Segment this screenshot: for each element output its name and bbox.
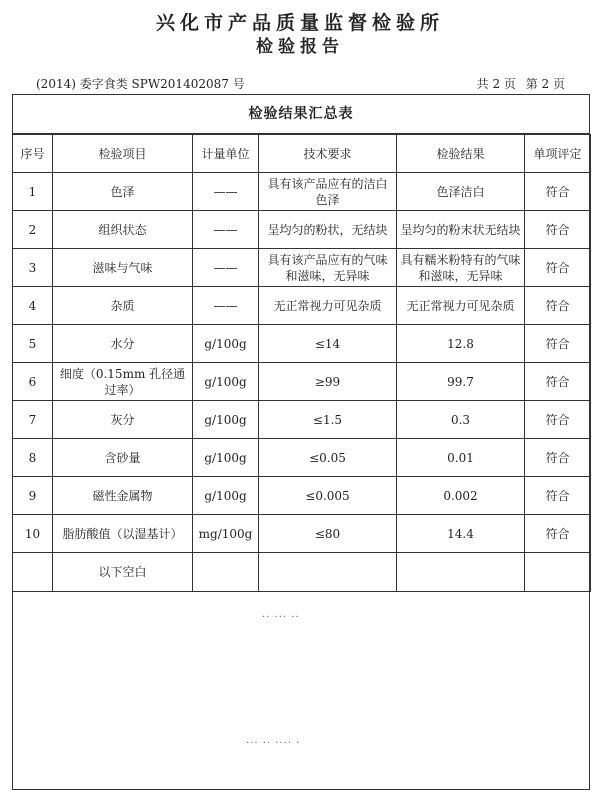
report-number: (2014) 委字食类 SPW201402087 号: [36, 77, 245, 91]
cell-no: 2: [13, 211, 53, 249]
cell-unit: g/100g: [193, 325, 259, 363]
page-indicator: [471, 75, 565, 92]
cell-unit: ——: [193, 173, 259, 211]
table-header-row: [13, 135, 591, 173]
cell-requirement: 无正常视力可见杂质: [259, 287, 397, 325]
cell-no: 3: [13, 249, 53, 287]
cell-no: 5: [13, 325, 53, 363]
total-pages: 共 2 页: [476, 77, 516, 91]
cell-item: 脂肪酸值（以湿基计）: [53, 515, 193, 553]
cell-requirement: ≤14: [259, 325, 397, 363]
table-row: [13, 515, 591, 553]
cell-unit: ——: [193, 249, 259, 287]
cell-no: 8: [13, 439, 53, 477]
cell-verdict: 符合: [525, 363, 591, 401]
cell-result: 0.3: [397, 401, 525, 439]
results-table: [12, 134, 591, 592]
document-title: 检验报告: [256, 37, 344, 57]
cell-verdict: 符合: [525, 173, 591, 211]
cell-item: 灰分: [53, 401, 193, 439]
empty-cell: [193, 553, 259, 592]
cell-item: 磁性金属物: [53, 477, 193, 515]
cell-verdict: 符合: [525, 287, 591, 325]
cell-item: 细度（0.15mm 孔径通过率）: [53, 363, 193, 401]
cell-no: 7: [13, 401, 53, 439]
cell-result: 具有糯米粉特有的气味和滋味，无异味: [397, 249, 525, 287]
cell-item: 水分: [53, 325, 193, 363]
table-title: 检验结果汇总表: [12, 94, 590, 134]
cell-unit: g/100g: [193, 439, 259, 477]
cell-requirement: ≤0.05: [259, 439, 397, 477]
cell-result: 呈均匀的粉末状无结块: [397, 211, 525, 249]
empty-cell: [525, 553, 591, 592]
cell-result: 12.8: [397, 325, 525, 363]
cell-result: 无正常视力可见杂质: [397, 287, 525, 325]
cell-unit: g/100g: [193, 401, 259, 439]
current-page: 第 2 页: [525, 77, 565, 91]
column-header-verdict: 单项评定: [525, 135, 591, 173]
column-header-result: 检验结果: [397, 135, 525, 173]
cell-result: 14.4: [397, 515, 525, 553]
table-row-blank-note: [13, 553, 591, 592]
cell-requirement: ≥99: [259, 363, 397, 401]
cell-verdict: 符合: [525, 211, 591, 249]
cell-unit: ——: [193, 287, 259, 325]
table-row: [13, 477, 591, 515]
cell-no: 10: [13, 515, 53, 553]
cell-verdict: 符合: [525, 515, 591, 553]
cell-unit: g/100g: [193, 477, 259, 515]
column-header-item: 检验项目: [53, 135, 193, 173]
cell-requirement: 具有该产品应有的洁白色泽: [259, 173, 397, 211]
cell-verdict: 符合: [525, 477, 591, 515]
cell-verdict: 符合: [525, 401, 591, 439]
column-header-requirement: 技术要求: [259, 135, 397, 173]
cell-requirement: ≤1.5: [259, 401, 397, 439]
table-row: [13, 249, 591, 287]
cell-verdict: 符合: [525, 325, 591, 363]
cell-result: 99.7: [397, 363, 525, 401]
cell-no: 6: [13, 363, 53, 401]
column-header-no: 序号: [13, 135, 53, 173]
table-row: [13, 325, 591, 363]
empty-cell: [259, 553, 397, 592]
blank-note: 以下空白: [53, 553, 193, 592]
cell-requirement: ≤0.005: [259, 477, 397, 515]
scan-smudge: ··· ·· ···· ·: [246, 738, 301, 749]
table-row: [13, 173, 591, 211]
cell-item: 色泽: [53, 173, 193, 211]
table-row: [13, 287, 591, 325]
cell-unit: mg/100g: [193, 515, 259, 553]
cell-requirement: ≤80: [259, 515, 397, 553]
cell-result: 0.002: [397, 477, 525, 515]
scan-smudge: ·· ··· ··: [262, 612, 300, 623]
cell-no: 9: [13, 477, 53, 515]
table-row: [13, 363, 591, 401]
cell-unit: g/100g: [193, 363, 259, 401]
cell-no: 4: [13, 287, 53, 325]
cell-result: 色泽洁白: [397, 173, 525, 211]
empty-cell: [397, 553, 525, 592]
cell-requirement: 具有该产品应有的气味和滋味，无异味: [259, 249, 397, 287]
cell-unit: ——: [193, 211, 259, 249]
cell-verdict: 符合: [525, 439, 591, 477]
empty-cell: [13, 553, 53, 592]
cell-requirement: 呈均匀的粉状，无结块: [259, 211, 397, 249]
table-row: [13, 211, 591, 249]
cell-result: 0.01: [397, 439, 525, 477]
cell-item: 含砂量: [53, 439, 193, 477]
org-name: 兴化市产品质量监督检验所: [155, 12, 444, 34]
table-row: [13, 401, 591, 439]
cell-item: 滋味与气味: [53, 249, 193, 287]
cell-item: 杂质: [53, 287, 193, 325]
column-header-unit: 计量单位: [193, 135, 259, 173]
table-row: [13, 439, 591, 477]
cell-item: 组织状态: [53, 211, 193, 249]
cell-no: 1: [13, 173, 53, 211]
cell-verdict: 符合: [525, 249, 591, 287]
